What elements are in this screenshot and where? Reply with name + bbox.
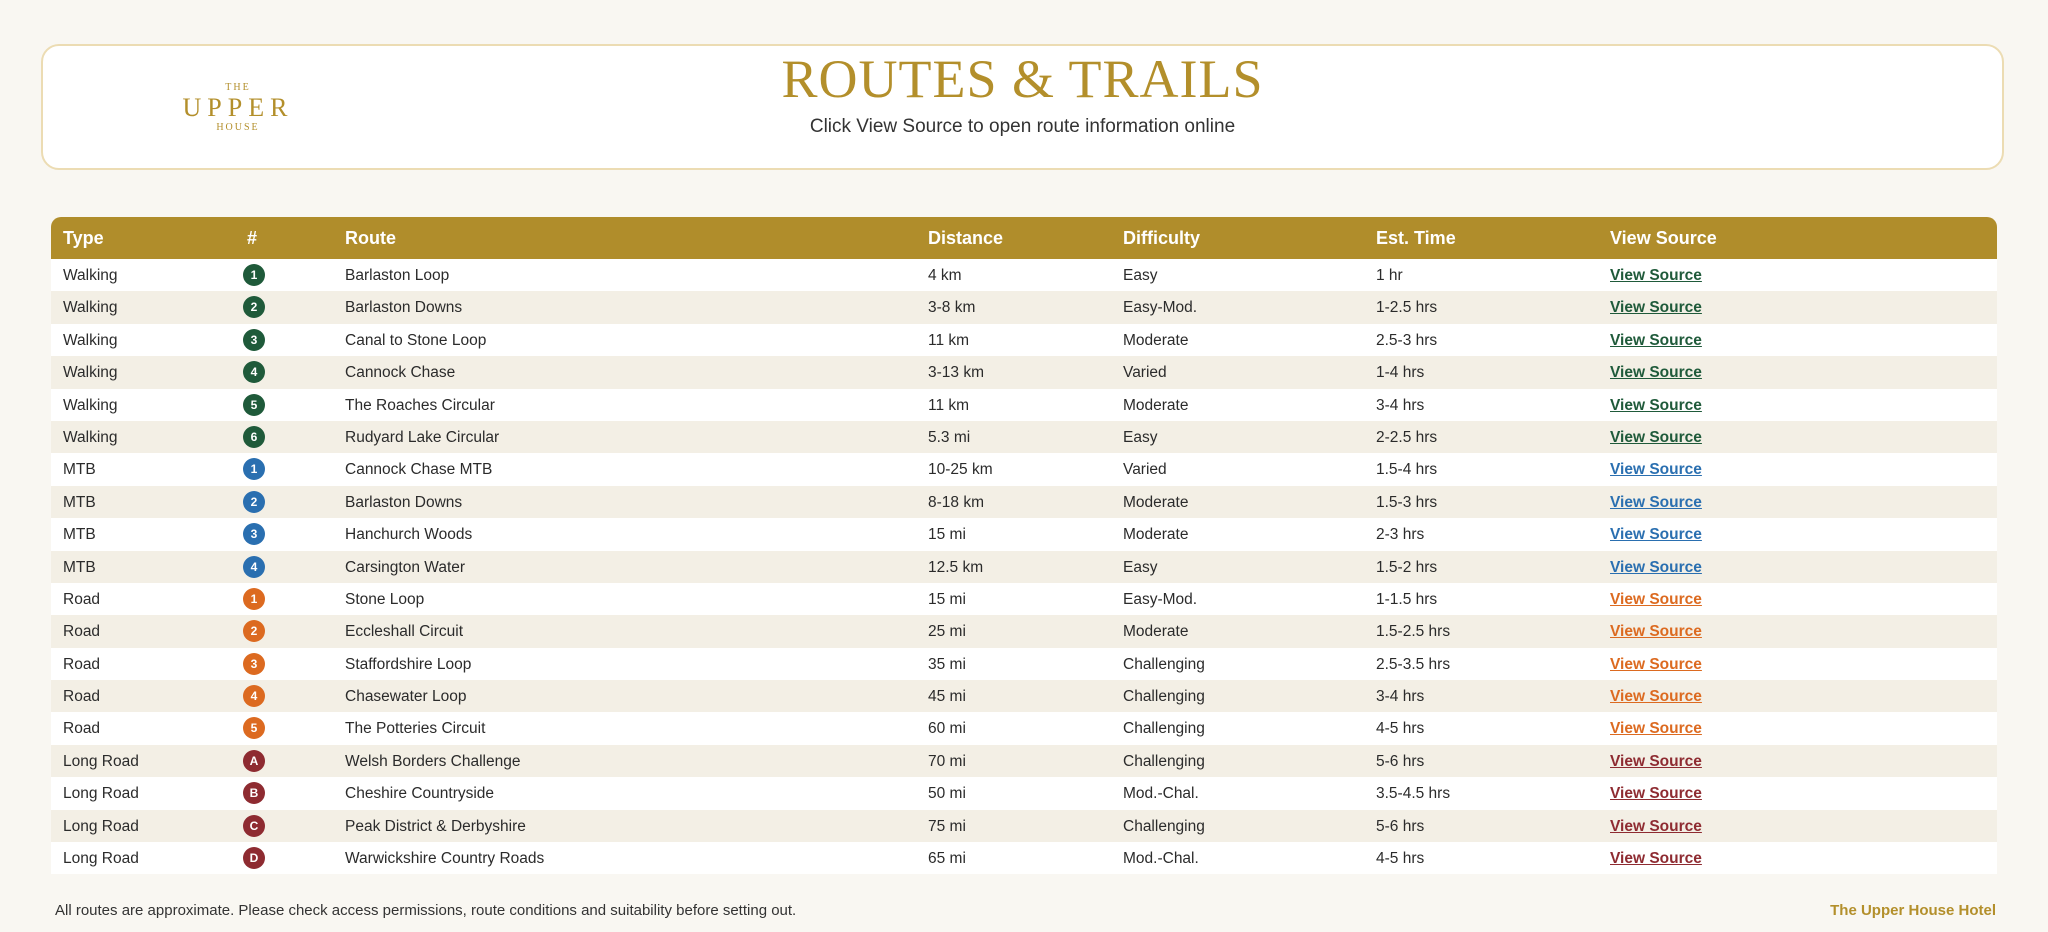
view-source-link[interactable]: View Source [1610, 590, 1702, 608]
table-row [51, 291, 1997, 323]
view-source-link[interactable]: View Source [1610, 688, 1702, 706]
view-source-link[interactable]: View Source [1610, 428, 1702, 446]
table-row [51, 615, 1997, 647]
route-difficulty: Challenging [1123, 688, 1205, 706]
route-distance: 4 km [928, 267, 962, 284]
table-row [51, 712, 1997, 744]
route-number-badge: 2 [243, 491, 265, 513]
route-difficulty: Challenging [1123, 655, 1205, 673]
route-difficulty: Moderate [1123, 623, 1189, 641]
col-header-type: Type [63, 228, 104, 248]
route-number-badge: 5 [243, 717, 265, 739]
table-row [51, 324, 1997, 356]
route-distance: 11 km [928, 396, 970, 414]
view-source-link[interactable]: View Source [1610, 493, 1702, 511]
route-number-badge: 4 [243, 556, 265, 578]
route-type: Long Road [63, 785, 139, 803]
route-name: Barlaston Downs [345, 493, 463, 511]
route-difficulty: Moderate [1123, 526, 1189, 544]
route-distance: 45 mi [928, 688, 966, 706]
route-type: Walking [63, 396, 118, 414]
route-name: Stone Loop [345, 590, 425, 608]
route-type: MTB [63, 526, 96, 544]
route-number-badge: 1 [243, 264, 265, 286]
view-source-link[interactable]: View Source [1610, 850, 1702, 868]
route-est-time: 1-2.5 hrs [1376, 299, 1438, 317]
route-number-badge: B [243, 782, 265, 804]
route-number-badge: 4 [243, 361, 265, 383]
route-difficulty: Easy-Mod. [1123, 590, 1198, 608]
route-difficulty: Mod.-Chal. [1123, 850, 1199, 868]
route-est-time: 1.5-2 hrs [1376, 558, 1438, 576]
page-title: ROUTES & TRAILS [781, 49, 1264, 109]
route-name: Hanchurch Woods [345, 526, 473, 544]
route-name: Cannock Chase MTB [345, 461, 493, 479]
route-type: MTB [63, 558, 96, 576]
route-est-time: 2-3 hrs [1376, 526, 1425, 544]
table-row [51, 648, 1997, 680]
view-source-link[interactable]: View Source [1610, 655, 1702, 673]
route-type: Walking [63, 299, 118, 317]
route-est-time: 3-4 hrs [1376, 396, 1425, 414]
route-difficulty: Varied [1123, 461, 1167, 479]
table-row [51, 745, 1997, 777]
col-header-difficulty: Difficulty [1123, 228, 1201, 248]
route-name: Eccleshall Circuit [345, 623, 464, 641]
route-est-time: 2.5-3 hrs [1376, 331, 1438, 349]
route-distance: 50 mi [928, 785, 966, 803]
route-est-time: 1-4 hrs [1376, 364, 1425, 382]
route-difficulty: Moderate [1123, 331, 1189, 349]
route-number-badge: 4 [243, 685, 265, 707]
view-source-link[interactable]: View Source [1610, 526, 1702, 544]
table-row [51, 842, 1997, 874]
route-type: MTB [63, 493, 96, 511]
view-source-link[interactable]: View Source [1610, 623, 1702, 641]
route-distance: 65 mi [928, 850, 966, 868]
route-est-time: 2.5-3.5 hrs [1376, 655, 1451, 673]
table-row [51, 777, 1997, 809]
route-difficulty: Mod.-Chal. [1123, 785, 1199, 803]
table-row [51, 259, 1997, 291]
route-distance: 70 mi [928, 752, 966, 770]
route-est-time: 1-1.5 hrs [1376, 590, 1438, 608]
route-distance: 35 mi [928, 655, 966, 673]
route-difficulty: Easy [1123, 267, 1158, 284]
col-header-number: # [247, 228, 258, 248]
route-est-time: 4-5 hrs [1376, 720, 1425, 738]
view-source-link[interactable]: View Source [1610, 558, 1702, 576]
route-difficulty: Easy-Mod. [1123, 299, 1198, 317]
view-source-link[interactable]: View Source [1610, 299, 1702, 317]
col-header-est-time: Est. Time [1376, 228, 1456, 248]
route-name: Warwickshire Country Roads [345, 850, 545, 868]
route-distance: 12.5 km [928, 558, 984, 576]
route-name: Barlaston Downs [345, 299, 463, 317]
table-row [51, 453, 1997, 485]
view-source-link[interactable]: View Source [1610, 396, 1702, 414]
view-source-link[interactable]: View Source [1610, 364, 1702, 382]
route-number-badge: 3 [243, 653, 265, 675]
route-number-badge: 1 [243, 458, 265, 480]
view-source-link[interactable]: View Source [1610, 817, 1702, 835]
route-number-badge: 1 [243, 588, 265, 610]
route-number-badge: 5 [243, 394, 265, 416]
route-name: Staffordshire Loop [345, 655, 472, 673]
route-distance: 3-8 km [928, 299, 976, 317]
view-source-link[interactable]: View Source [1610, 331, 1702, 349]
table-row [51, 583, 1997, 615]
route-type: Road [63, 688, 101, 706]
route-distance: 15 mi [928, 526, 966, 544]
route-est-time: 1 hr [1376, 267, 1403, 284]
route-est-time: 5-6 hrs [1376, 817, 1425, 835]
route-type: Road [63, 590, 101, 608]
header-card [41, 44, 2004, 170]
route-distance: 15 mi [928, 590, 966, 608]
route-est-time: 5-6 hrs [1376, 752, 1425, 770]
route-type: Walking [63, 267, 118, 284]
route-distance: 8-18 km [928, 493, 984, 511]
logo-main-text: UPPER [182, 93, 294, 122]
route-difficulty: Moderate [1123, 396, 1189, 414]
route-name: Rudyard Lake Circular [345, 428, 500, 446]
route-type: MTB [63, 461, 96, 479]
route-name: Barlaston Loop [345, 267, 450, 284]
route-difficulty: Varied [1123, 364, 1167, 382]
route-number-badge: 2 [243, 296, 265, 318]
table-row [51, 486, 1997, 518]
route-est-time: 3-4 hrs [1376, 688, 1425, 706]
route-number-badge: 2 [243, 620, 265, 642]
route-type: Road [63, 720, 101, 738]
route-est-time: 1.5-4 hrs [1376, 461, 1438, 479]
footer-disclaimer: All routes are approximate. Please check access permissions, route conditions and suitability before setting out. [55, 902, 797, 919]
route-est-time: 2-2.5 hrs [1376, 428, 1438, 446]
route-type: Walking [63, 331, 118, 349]
view-source-link[interactable]: View Source [1610, 267, 1702, 284]
table-body [51, 259, 1997, 874]
logo-bottom-text: HOUSE [216, 122, 260, 133]
route-est-time: 3.5-4.5 hrs [1376, 785, 1451, 803]
route-difficulty: Easy [1123, 428, 1158, 446]
route-number-badge: 3 [243, 329, 265, 351]
route-type: Walking [63, 428, 118, 446]
route-difficulty: Easy [1123, 558, 1158, 576]
view-source-link[interactable]: View Source [1610, 720, 1702, 738]
route-distance: 75 mi [928, 817, 966, 835]
table-row [51, 518, 1997, 550]
route-number-badge: C [243, 815, 265, 837]
route-type: Long Road [63, 752, 139, 770]
route-type: Road [63, 655, 101, 673]
route-name: Chasewater Loop [345, 688, 467, 706]
route-distance: 25 mi [928, 623, 966, 641]
logo-top-text: THE [225, 82, 251, 93]
table-row [51, 551, 1997, 583]
route-difficulty: Challenging [1123, 752, 1205, 770]
page-subtitle: Click View Source to open route information online [809, 116, 1236, 137]
footer-brand: The Upper House Hotel [1830, 902, 1996, 919]
route-est-time: 1.5-3 hrs [1376, 493, 1438, 511]
route-distance: 11 km [928, 331, 970, 349]
table-row [51, 810, 1997, 842]
view-source-link[interactable]: View Source [1610, 461, 1702, 479]
route-difficulty: Challenging [1123, 720, 1205, 738]
route-distance: 5.3 mi [928, 428, 971, 446]
route-name: Cannock Chase [345, 364, 456, 382]
route-number-badge: A [243, 750, 265, 772]
route-type: Road [63, 623, 101, 641]
route-name: Welsh Borders Challenge [345, 752, 521, 770]
route-name: Carsington Water [345, 558, 466, 576]
col-header-view-source: View Source [1610, 228, 1717, 248]
route-distance: 10-25 km [928, 461, 993, 479]
table-row [51, 680, 1997, 712]
route-name: The Roaches Circular [345, 396, 495, 414]
route-number-badge: D [243, 847, 265, 869]
route-number-badge: 3 [243, 523, 265, 545]
col-header-distance: Distance [928, 228, 1004, 248]
route-est-time: 1.5-2.5 hrs [1376, 623, 1451, 641]
route-name: The Potteries Circuit [345, 720, 486, 738]
routes-table [51, 217, 1997, 874]
route-distance: 60 mi [928, 720, 966, 738]
route-est-time: 4-5 hrs [1376, 850, 1425, 868]
route-difficulty: Challenging [1123, 817, 1205, 835]
view-source-link[interactable]: View Source [1610, 752, 1702, 770]
table-header [51, 217, 1997, 259]
route-name: Cheshire Countryside [345, 785, 495, 803]
col-header-route: Route [345, 228, 396, 248]
table-row [51, 389, 1997, 421]
route-type: Long Road [63, 817, 139, 835]
route-number-badge: 6 [243, 426, 265, 448]
view-source-link[interactable]: View Source [1610, 785, 1702, 803]
table-row [51, 356, 1997, 388]
route-type: Long Road [63, 850, 139, 868]
table-row [51, 421, 1997, 453]
route-name: Canal to Stone Loop [345, 331, 487, 349]
route-type: Walking [63, 364, 118, 382]
route-distance: 3-13 km [928, 364, 984, 382]
route-difficulty: Moderate [1123, 493, 1189, 511]
route-name: Peak District & Derbyshire [345, 817, 526, 835]
